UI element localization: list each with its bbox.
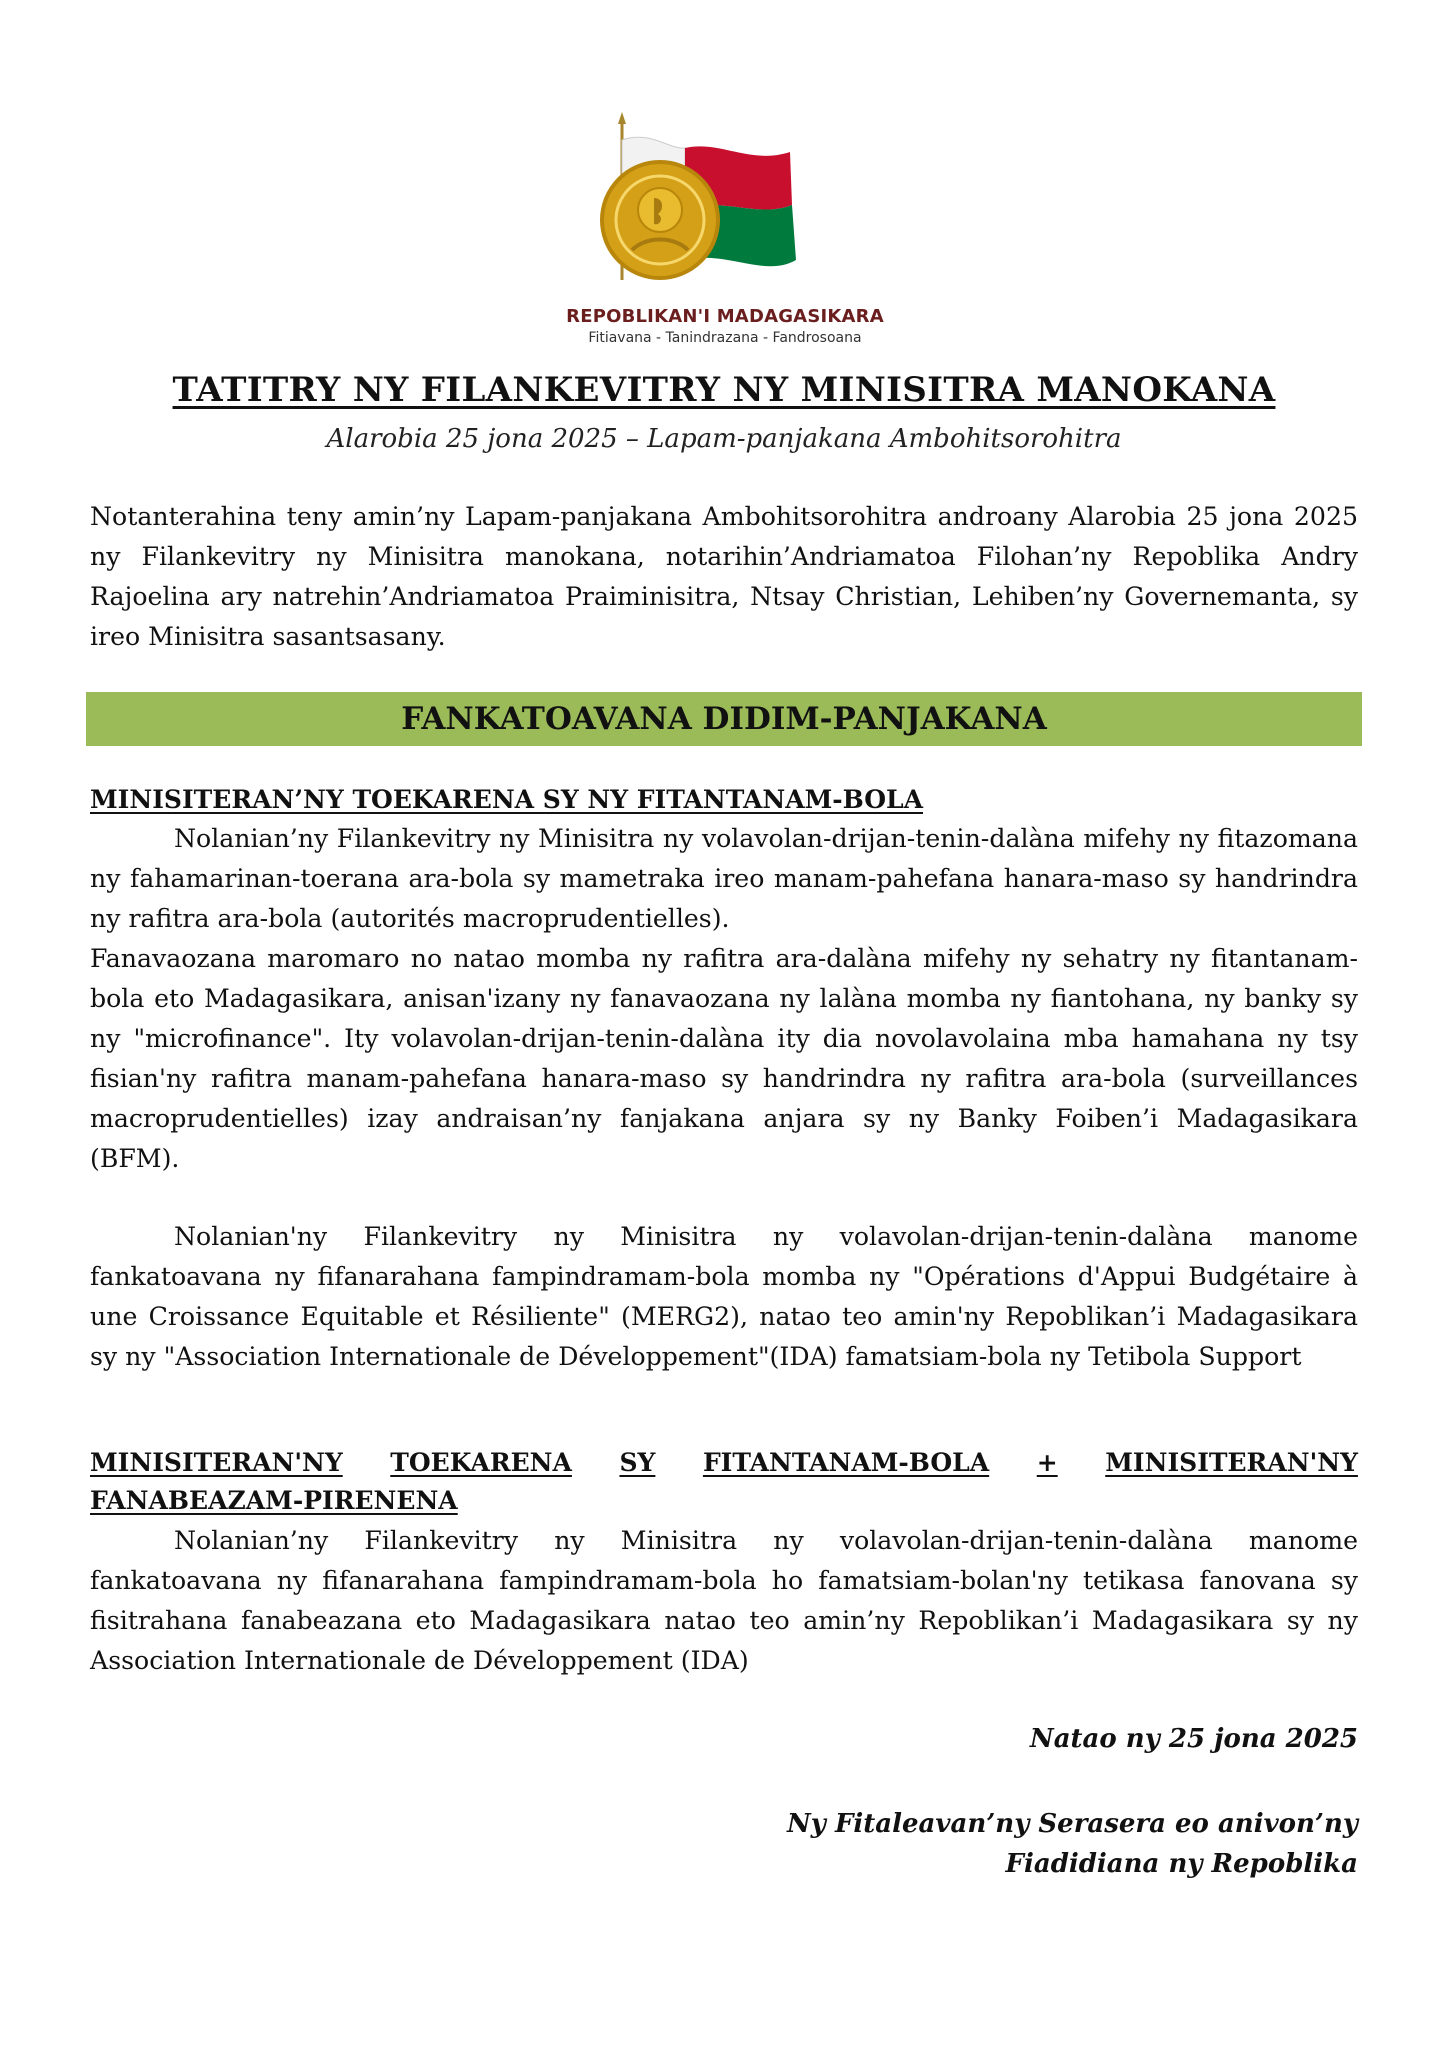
heading-word: +: [1036, 1448, 1058, 1477]
section-heading-finance-education: [90, 1444, 1358, 1520]
banner-title: FANKATOAVANA DIDIM-PANJAKANA: [401, 701, 1047, 737]
heading-line-2: [90, 1482, 1358, 1520]
heading-word: FANABEAZAM-PIRENENA: [90, 1486, 458, 1515]
signature-block: [658, 1804, 1358, 1884]
heading-word: TOEKARENA: [390, 1448, 572, 1477]
document-date: Natao ny 25 jona 2025: [1029, 1724, 1358, 1754]
heading-word: FITANTANAM-BOLA: [702, 1448, 990, 1477]
section-heading-finance: MINISITERAN’NY TOEKARENA SY NY FITANTANAM-BOLA: [90, 785, 923, 814]
page-subtitle: Alarobia 25 jona 2025 – Lapam-panjakana Ambohitsorohitra: [326, 424, 1122, 454]
republic-motto: Fitiavana - Tanindrazana - Fandrosoana: [588, 330, 862, 346]
paragraph-finance-1: Nolanian’ny Filankevitry ny Minisitra ny volavolan-drijan-tenin-dalàna mifehy ny fitazomana ny fahamarinan-toerana ara-bola sy mametraka ireo manam-pahefana hanara-maso sy handrindra ny rafitra ara-bola (autorités macroprudentielles).: [90, 824, 1358, 933]
heading-word: MINISITERAN'NY: [1105, 1448, 1358, 1477]
signature-line-1: Ny Fitaleavan’ny Serasera eo anivon’ny: [787, 1809, 1358, 1839]
intro-paragraph: Notanterahina teny amin’ny Lapam-panjakana Ambohitsorohitra androany Alarobia 25 jona 2025 ny Filankevitry ny Minisitra manokana, notarihin’Andriamatoa Filohan’ny Repoblika Andry Rajoelina ary natrehin’Andriamatoa Praiminisitra, Ntsay Christian, Lehiben’ny Governemanta, sy ireo Minisitra sasantsasany.: [90, 502, 1358, 651]
paragraph-finance-2: Fanavaozana maromaro no natao momba ny rafitra ara-dalàna mifehy ny sehatry ny fitantanam-bola eto Madagasikara, anisan'izany ny fanavaozana ny lalàna momba ny fiantohana, ny banky sy ny "microfinance". Ity volavolan-drijan-tenin-dalàna ity dia novolavolaina mba hamahana ny tsy fisian'ny rafitra manam-pahefana hanara-maso sy handrindra ny rafitra ara-bola (surveillances macroprudentielles) izay andraisan’ny fanjakana anjara sy ny Banky Foiben’i Madagasikara (BFM).: [90, 944, 1358, 1173]
republic-logo: [560, 110, 890, 360]
republic-name: REPOBLIKAN'I MADAGASIKARA: [566, 306, 884, 327]
paragraph-finance-3: Nolanian'ny Filankevitry ny Minisitra ny volavolan-drijan-tenin-dalàna manome fankatoavana ny fifanarahana fampindramam-bola momba ny "Opérations d'Appui Budgétaire à une Croissance Equitable et Résiliente" (MERG2), natao teo amin'ny Repoblikan’i Madagasikara sy ny "Association Internationale de Développement"(IDA) famatsiam-bola ny Tetibola Support: [90, 1222, 1358, 1371]
section-banner: [86, 692, 1362, 746]
heading-word: MINISITERAN'NY: [90, 1448, 343, 1477]
paragraph-education: Nolanian’ny Filankevitry ny Minisitra ny volavolan-drijan-tenin-dalàna manome fankatoavana ny fifanarahana fampindramam-bola ho famatsiam-bolan'ny tetikasa fanovana sy fisitrahana fanabeazana eto Madagasikara natao teo amin’ny Repoblikan’i Madagasikara sy ny Association Internationale de Développement (IDA): [90, 1526, 1358, 1675]
page-title: TATITRY NY FILANKEVITRY NY MINISITRA MANOKANA: [172, 370, 1276, 410]
heading-line-1: [90, 1444, 1358, 1482]
heading-word: SY: [619, 1448, 656, 1477]
flag-seal-icon: [560, 110, 890, 310]
signature-line-2: Fiadidiana ny Repoblika: [1005, 1849, 1358, 1879]
